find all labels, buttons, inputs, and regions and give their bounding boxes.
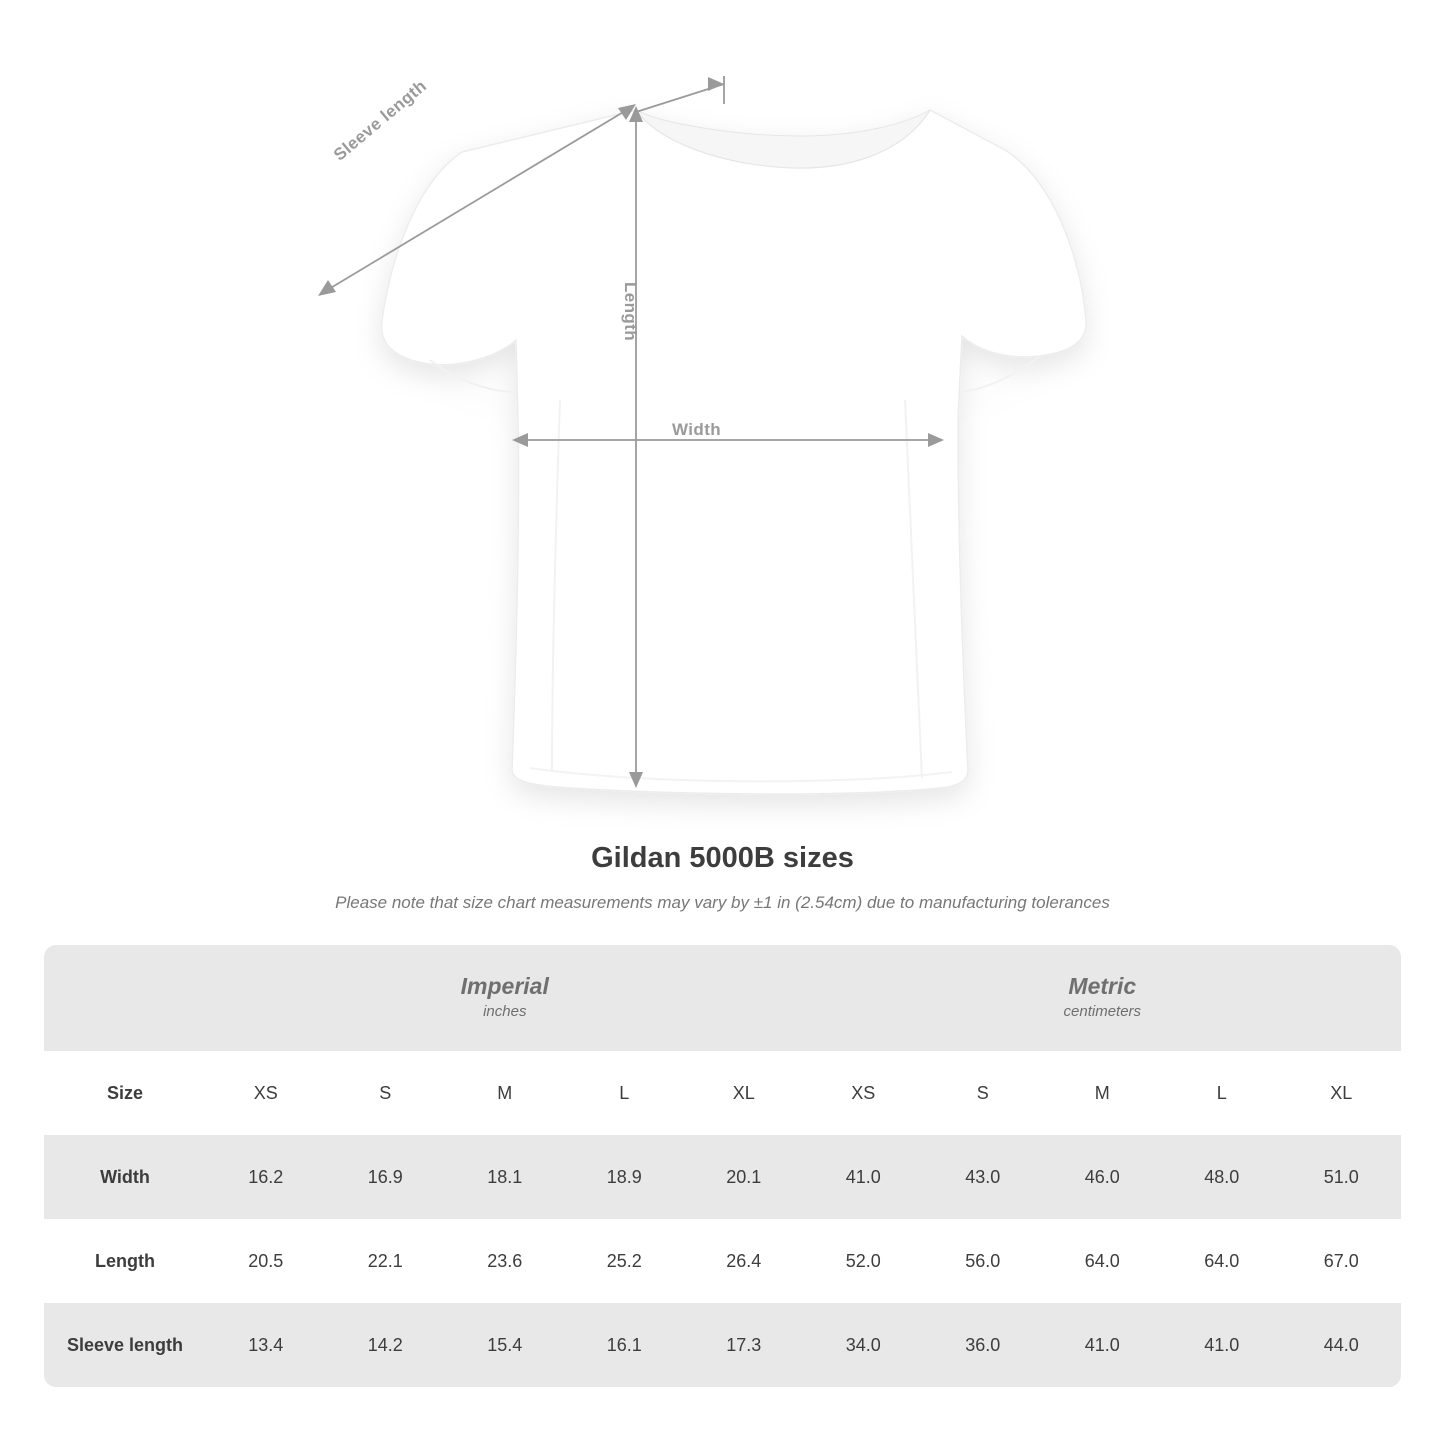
cell-sleeve-metric-xl: 44.0 [1282, 1303, 1402, 1387]
cell-sleeve-imperial-s: 14.2 [326, 1303, 446, 1387]
header-imperial-xl: XL [684, 1051, 804, 1135]
length-dimension-label: Length [621, 282, 640, 342]
cell-length-metric-xl: 67.0 [1323, 1250, 1359, 1271]
header-imperial-m: M [445, 1051, 565, 1135]
unit-header-imperial [206, 945, 804, 1051]
cell-sleeve-metric-s: 36.0 [923, 1303, 1043, 1387]
row-label-sleeve-length: Sleeve length [44, 1303, 206, 1387]
header-metric-l: L [1162, 1051, 1282, 1135]
cell-length-imperial-m: 23.6 [487, 1250, 523, 1271]
cell-length-imperial-l: 25.2 [606, 1250, 642, 1271]
cell-width-metric-s: 43.0 [923, 1135, 1043, 1219]
cell-sleeve-imperial-xl: 17.3 [684, 1303, 804, 1387]
cell-length-metric-m: 64.0 [1084, 1250, 1120, 1271]
page-title: Gildan 5000B sizes [591, 842, 854, 874]
header-imperial-s: S [326, 1051, 446, 1135]
cell-length-imperial-xs: 20.5 [248, 1250, 284, 1271]
unit-group-header-row [44, 945, 1401, 1051]
cell-sleeve-imperial-m: 15.4 [445, 1303, 565, 1387]
title-block [0, 842, 1445, 913]
header-imperial-xs: XS [206, 1051, 326, 1135]
cell-width-imperial-m: 18.1 [445, 1135, 565, 1219]
table-row [44, 1303, 1401, 1387]
cell-width-metric-l: 48.0 [1162, 1135, 1282, 1219]
column-header-row [44, 1051, 1401, 1135]
sleeve-length-dimension-label: Sleeve length [330, 76, 431, 165]
tshirt-shape [381, 110, 1086, 794]
cell-width-imperial-s: 16.9 [326, 1135, 446, 1219]
tolerance-note: Please note that size chart measurements may vary by ±1 in (2.54cm) due to manufacturing tolerances [335, 893, 1110, 912]
cell-width-metric-xl: 51.0 [1282, 1135, 1402, 1219]
header-metric-m: M [1043, 1051, 1163, 1135]
row-label-length: Length [95, 1250, 155, 1271]
table-row [44, 1135, 1401, 1219]
cell-sleeve-imperial-l: 16.1 [565, 1303, 685, 1387]
cell-width-metric-xs: 41.0 [804, 1135, 924, 1219]
unit-header-metric [804, 945, 1402, 1051]
cell-sleeve-metric-xs: 34.0 [804, 1303, 924, 1387]
cell-sleeve-metric-l: 41.0 [1162, 1303, 1282, 1387]
cell-length-metric-l: 64.0 [1204, 1250, 1240, 1271]
cell-width-metric-m: 46.0 [1043, 1135, 1163, 1219]
row-label-width: Width [44, 1135, 206, 1219]
cell-length-imperial-xl: 26.4 [726, 1250, 762, 1271]
size-chart-table-wrapper [44, 945, 1401, 1387]
cell-width-imperial-xl: 20.1 [684, 1135, 804, 1219]
unit-name-imperial: Imperial [460, 972, 549, 999]
header-size: Size [44, 1051, 206, 1135]
table-row [44, 1219, 1401, 1303]
unit-name-metric: Metric [1068, 972, 1137, 999]
header-imperial-l: L [565, 1051, 685, 1135]
size-chart-table [44, 945, 1401, 1387]
cell-width-imperial-l: 18.9 [565, 1135, 685, 1219]
header-metric-xl: XL [1282, 1051, 1402, 1135]
cell-sleeve-imperial-xs: 13.4 [206, 1303, 326, 1387]
unit-sub-metric: centimeters [1063, 1003, 1142, 1021]
cell-sleeve-metric-m: 41.0 [1043, 1303, 1163, 1387]
unit-header-spacer [44, 945, 206, 1051]
cell-length-imperial-s: 22.1 [367, 1250, 403, 1271]
header-metric-s: S [923, 1051, 1043, 1135]
cell-width-imperial-xs: 16.2 [206, 1135, 326, 1219]
cell-length-metric-s: 56.0 [965, 1250, 1001, 1271]
header-metric-xs: XS [804, 1051, 924, 1135]
cell-length-metric-xs: 52.0 [845, 1250, 881, 1271]
unit-sub-imperial: inches [483, 1003, 527, 1021]
width-dimension-label: Width [672, 420, 722, 439]
